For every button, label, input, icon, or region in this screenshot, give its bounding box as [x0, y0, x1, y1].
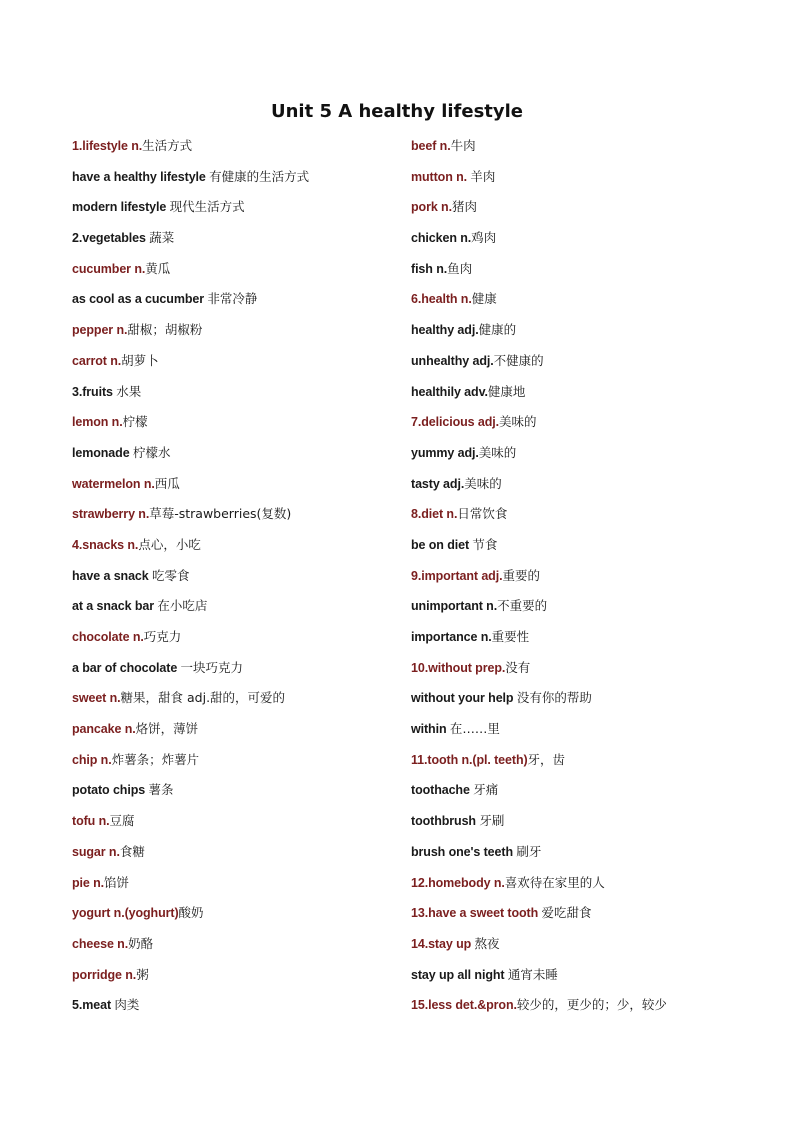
vocab-meaning: 猪肉	[451, 199, 477, 215]
vocab-term: stay up all night	[411, 967, 508, 982]
vocab-term: carrot n.	[72, 353, 122, 368]
vocab-meaning: 草莓-strawberries(复数)	[149, 506, 292, 522]
vocab-term: 5.meat	[72, 998, 115, 1013]
vocab-entry	[411, 842, 741, 873]
vocab-term: 11.tooth n.(pl. teeth)	[411, 752, 528, 767]
vocab-term: healthy adj.	[411, 323, 479, 338]
vocab-term: brush one's teeth	[411, 844, 517, 859]
vocab-entry	[72, 658, 392, 689]
vocab-entry	[411, 719, 741, 750]
vocab-meaning: 肉类	[114, 997, 140, 1013]
vocab-meaning: 烙饼，薄饼	[135, 721, 199, 737]
vocab-entry	[72, 842, 392, 873]
vocab-entry	[411, 627, 741, 658]
vocab-entry	[411, 504, 741, 535]
vocab-entry	[411, 903, 741, 934]
vocab-entry	[411, 289, 741, 320]
vocab-meaning: 豆腐	[109, 813, 135, 829]
vocab-entry	[411, 535, 741, 566]
vocab-entry	[72, 750, 392, 781]
vocab-entry	[72, 474, 392, 505]
vocab-term: toothache	[411, 783, 474, 798]
vocab-meaning: 馅饼	[104, 874, 130, 890]
vocab-meaning: 重要的	[502, 567, 540, 583]
vocab-entry	[72, 351, 392, 382]
vocab-entry	[411, 811, 741, 842]
vocab-term: unhealthy adj.	[411, 353, 494, 368]
vocab-entry	[72, 566, 392, 597]
vocab-meaning: 酸奶	[178, 905, 204, 921]
vocab-entry	[72, 995, 392, 1026]
vocab-term: beef n.	[411, 139, 451, 153]
vocab-term: cucumber n.	[72, 261, 146, 276]
vocab-entry	[411, 474, 741, 505]
vocab-entry	[72, 596, 392, 627]
vocab-term: pie n.	[72, 875, 105, 890]
vocab-entry	[72, 934, 392, 965]
vocab-meaning: 薯条	[148, 782, 174, 798]
vocab-term: healthily adv.	[411, 384, 488, 399]
vocab-term: mutton n.	[411, 169, 471, 184]
vocab-term: fish n.	[411, 261, 448, 276]
vocab-meaning: 健康地	[487, 383, 526, 399]
vocab-entry	[72, 228, 392, 259]
vocab-meaning: 羊肉	[470, 168, 496, 184]
vocab-term: cheese n.	[72, 936, 129, 951]
vocab-meaning: 较少的，更少的；少，较少	[516, 997, 667, 1013]
vocab-meaning: 奶酪	[128, 935, 154, 951]
vocab-term: modern lifestyle	[72, 200, 170, 215]
vocab-term: 9.important adj.	[411, 568, 503, 583]
vocab-entry	[411, 750, 741, 781]
vocab-term: importance n.	[411, 630, 492, 644]
vocab-entry	[72, 167, 392, 198]
vocab-term: 7.delicious adj.	[411, 415, 500, 430]
vocab-entry	[72, 903, 392, 934]
vocab-entry	[72, 688, 392, 719]
vocab-term: 12.homebody n.	[411, 875, 505, 890]
vocab-term: at a snack bar	[72, 599, 158, 614]
vocab-term: chocolate n.	[72, 630, 144, 644]
vocab-entry	[411, 596, 741, 627]
vocab-meaning: 牙，齿	[527, 751, 566, 767]
vocab-entry	[72, 965, 392, 996]
vocab-term: 15.less det.&pron.	[411, 998, 517, 1013]
vocab-term: 8.diet n.	[411, 507, 458, 522]
vocab-term: potato chips	[72, 783, 149, 798]
vocab-meaning: 一块巧克力	[180, 659, 244, 675]
vocab-term: 2.vegetables	[72, 231, 150, 246]
vocab-entry	[411, 566, 741, 597]
vocab-term: pepper n.	[72, 323, 128, 338]
vocabulary-column-right	[411, 136, 741, 1026]
vocab-meaning: 食糖	[119, 843, 145, 859]
vocab-meaning: 鸡肉	[471, 230, 497, 246]
vocab-meaning: 炸薯条；炸薯片	[111, 751, 200, 767]
vocab-entry	[411, 259, 741, 290]
vocab-meaning: 节食	[472, 536, 498, 552]
vocab-meaning: 熬夜	[474, 935, 500, 951]
vocab-entry	[411, 167, 741, 198]
vocab-meaning: 非常冷静	[207, 291, 258, 307]
vocab-term: chicken n.	[411, 231, 472, 246]
vocab-entry	[411, 197, 741, 228]
vocab-meaning: 不健康的	[493, 352, 544, 368]
vocab-term: as cool as a cucumber	[72, 292, 208, 307]
vocab-meaning: 点心，小吃	[138, 536, 201, 552]
vocab-term: within	[411, 722, 450, 737]
vocab-meaning: 现代生活方式	[169, 199, 245, 215]
vocab-term: 13.have a sweet tooth	[411, 906, 542, 921]
vocab-term: have a snack	[72, 568, 153, 583]
vocab-term: pancake n.	[72, 722, 136, 737]
vocab-meaning: 爱吃甜食	[541, 905, 592, 921]
vocab-meaning: 没有你的帮助	[516, 690, 592, 706]
vocab-entry	[72, 504, 392, 535]
vocab-term: unimportant n.	[411, 599, 498, 614]
vocab-term: sweet n.	[72, 691, 121, 706]
vocab-entry	[411, 412, 741, 443]
vocab-meaning: 巧克力	[143, 629, 182, 644]
vocab-entry	[411, 934, 741, 965]
vocab-term: have a healthy lifestyle	[72, 169, 210, 184]
vocab-entry	[72, 811, 392, 842]
vocab-term: toothbrush	[411, 814, 480, 829]
vocab-term: strawberry n.	[72, 507, 150, 522]
vocab-meaning: 牙痛	[473, 782, 499, 798]
vocab-meaning: 健康的	[478, 322, 517, 338]
vocab-term: 10.without prep.	[411, 660, 506, 675]
vocab-entry	[72, 259, 392, 290]
vocab-term: a bar of chocolate	[72, 660, 181, 675]
vocab-term: 1.lifestyle n.	[72, 139, 143, 153]
vocabulary-column-left	[72, 136, 392, 1026]
vocab-meaning: 糖果，甜食 adj.甜的，可爱的	[120, 690, 286, 706]
vocab-meaning: 刷牙	[516, 843, 542, 859]
vocab-term: 3.fruits	[72, 384, 117, 399]
vocab-meaning: 喜欢待在家里的人	[504, 874, 605, 890]
vocab-entry	[72, 136, 392, 167]
vocab-meaning: 鱼肉	[447, 260, 473, 276]
vocab-entry	[72, 627, 392, 658]
vocab-meaning: 通宵未睡	[507, 966, 558, 982]
vocab-meaning: 没有	[505, 659, 531, 675]
vocab-entry	[72, 382, 392, 413]
vocab-term: without your help	[411, 691, 517, 706]
vocab-meaning: 生活方式	[142, 138, 193, 153]
vocab-entry	[72, 535, 392, 566]
vocab-entry	[72, 289, 392, 320]
vocab-entry	[72, 443, 392, 474]
vocab-meaning: 日常饮食	[457, 506, 508, 522]
vocab-entry	[411, 351, 741, 382]
vocab-meaning: 美味的	[464, 475, 502, 491]
vocab-entry	[72, 412, 392, 443]
vocab-meaning: 柠檬	[122, 414, 148, 430]
vocab-entry	[411, 995, 741, 1026]
vocab-entry	[72, 320, 392, 351]
vocab-term: pork n.	[411, 200, 452, 215]
vocab-meaning: 在小吃店	[157, 598, 208, 614]
vocab-meaning: 胡萝卜	[121, 352, 159, 368]
vocab-entry	[411, 873, 741, 904]
vocab-entry	[72, 873, 392, 904]
vocab-term: yummy adj.	[411, 445, 479, 460]
vocab-meaning: 牛肉	[450, 138, 476, 153]
vocab-term: be on diet	[411, 537, 473, 552]
vocab-meaning: 西瓜	[154, 475, 180, 491]
vocab-entry	[411, 136, 741, 167]
vocab-meaning: 在……里	[449, 721, 500, 737]
vocab-entry	[72, 719, 392, 750]
vocab-entry	[72, 197, 392, 228]
vocab-entry	[411, 965, 741, 996]
vocab-meaning: 黄瓜	[145, 260, 171, 276]
vocab-term: 14.stay up	[411, 936, 475, 951]
vocab-meaning: 柠檬水	[132, 444, 171, 460]
vocab-term: porridge n.	[72, 967, 137, 982]
vocab-term: tofu n.	[72, 814, 110, 829]
vocab-meaning: 蔬菜	[149, 230, 175, 246]
vocab-meaning: 美味的	[499, 414, 537, 430]
vocab-entry	[411, 382, 741, 413]
vocab-term: watermelon n.	[72, 476, 155, 491]
vocab-term: 4.snacks n.	[72, 537, 139, 552]
vocab-term: chip n.	[72, 752, 112, 767]
vocab-meaning: 牙刷	[479, 813, 505, 829]
vocab-term: yogurt n.(yoghurt)	[72, 906, 179, 921]
vocab-meaning: 健康	[471, 291, 497, 307]
vocab-meaning: 重要性	[491, 629, 530, 644]
vocab-term: sugar n.	[72, 844, 120, 859]
vocab-term: lemonade	[72, 445, 133, 460]
page-title: Unit 5 A healthy lifestyle	[270, 101, 524, 122]
vocab-meaning: 甜椒；胡椒粉	[127, 322, 203, 338]
vocab-meaning: 美味的	[478, 444, 517, 460]
vocab-entry	[411, 443, 741, 474]
vocab-term: 6.health n.	[411, 292, 472, 307]
vocab-meaning: 粥	[136, 966, 149, 982]
vocab-entry	[411, 780, 741, 811]
vocab-meaning: 吃零食	[152, 567, 190, 583]
vocab-term: tasty adj.	[411, 476, 465, 491]
vocab-meaning: 有健康的生活方式	[209, 168, 310, 184]
vocab-entry	[72, 780, 392, 811]
vocab-entry	[411, 228, 741, 259]
vocab-entry	[411, 688, 741, 719]
vocab-meaning: 水果	[116, 383, 142, 399]
vocab-entry	[411, 320, 741, 351]
vocab-term: lemon n.	[72, 415, 123, 430]
vocab-entry	[411, 658, 741, 689]
vocab-meaning: 不重要的	[497, 598, 548, 614]
